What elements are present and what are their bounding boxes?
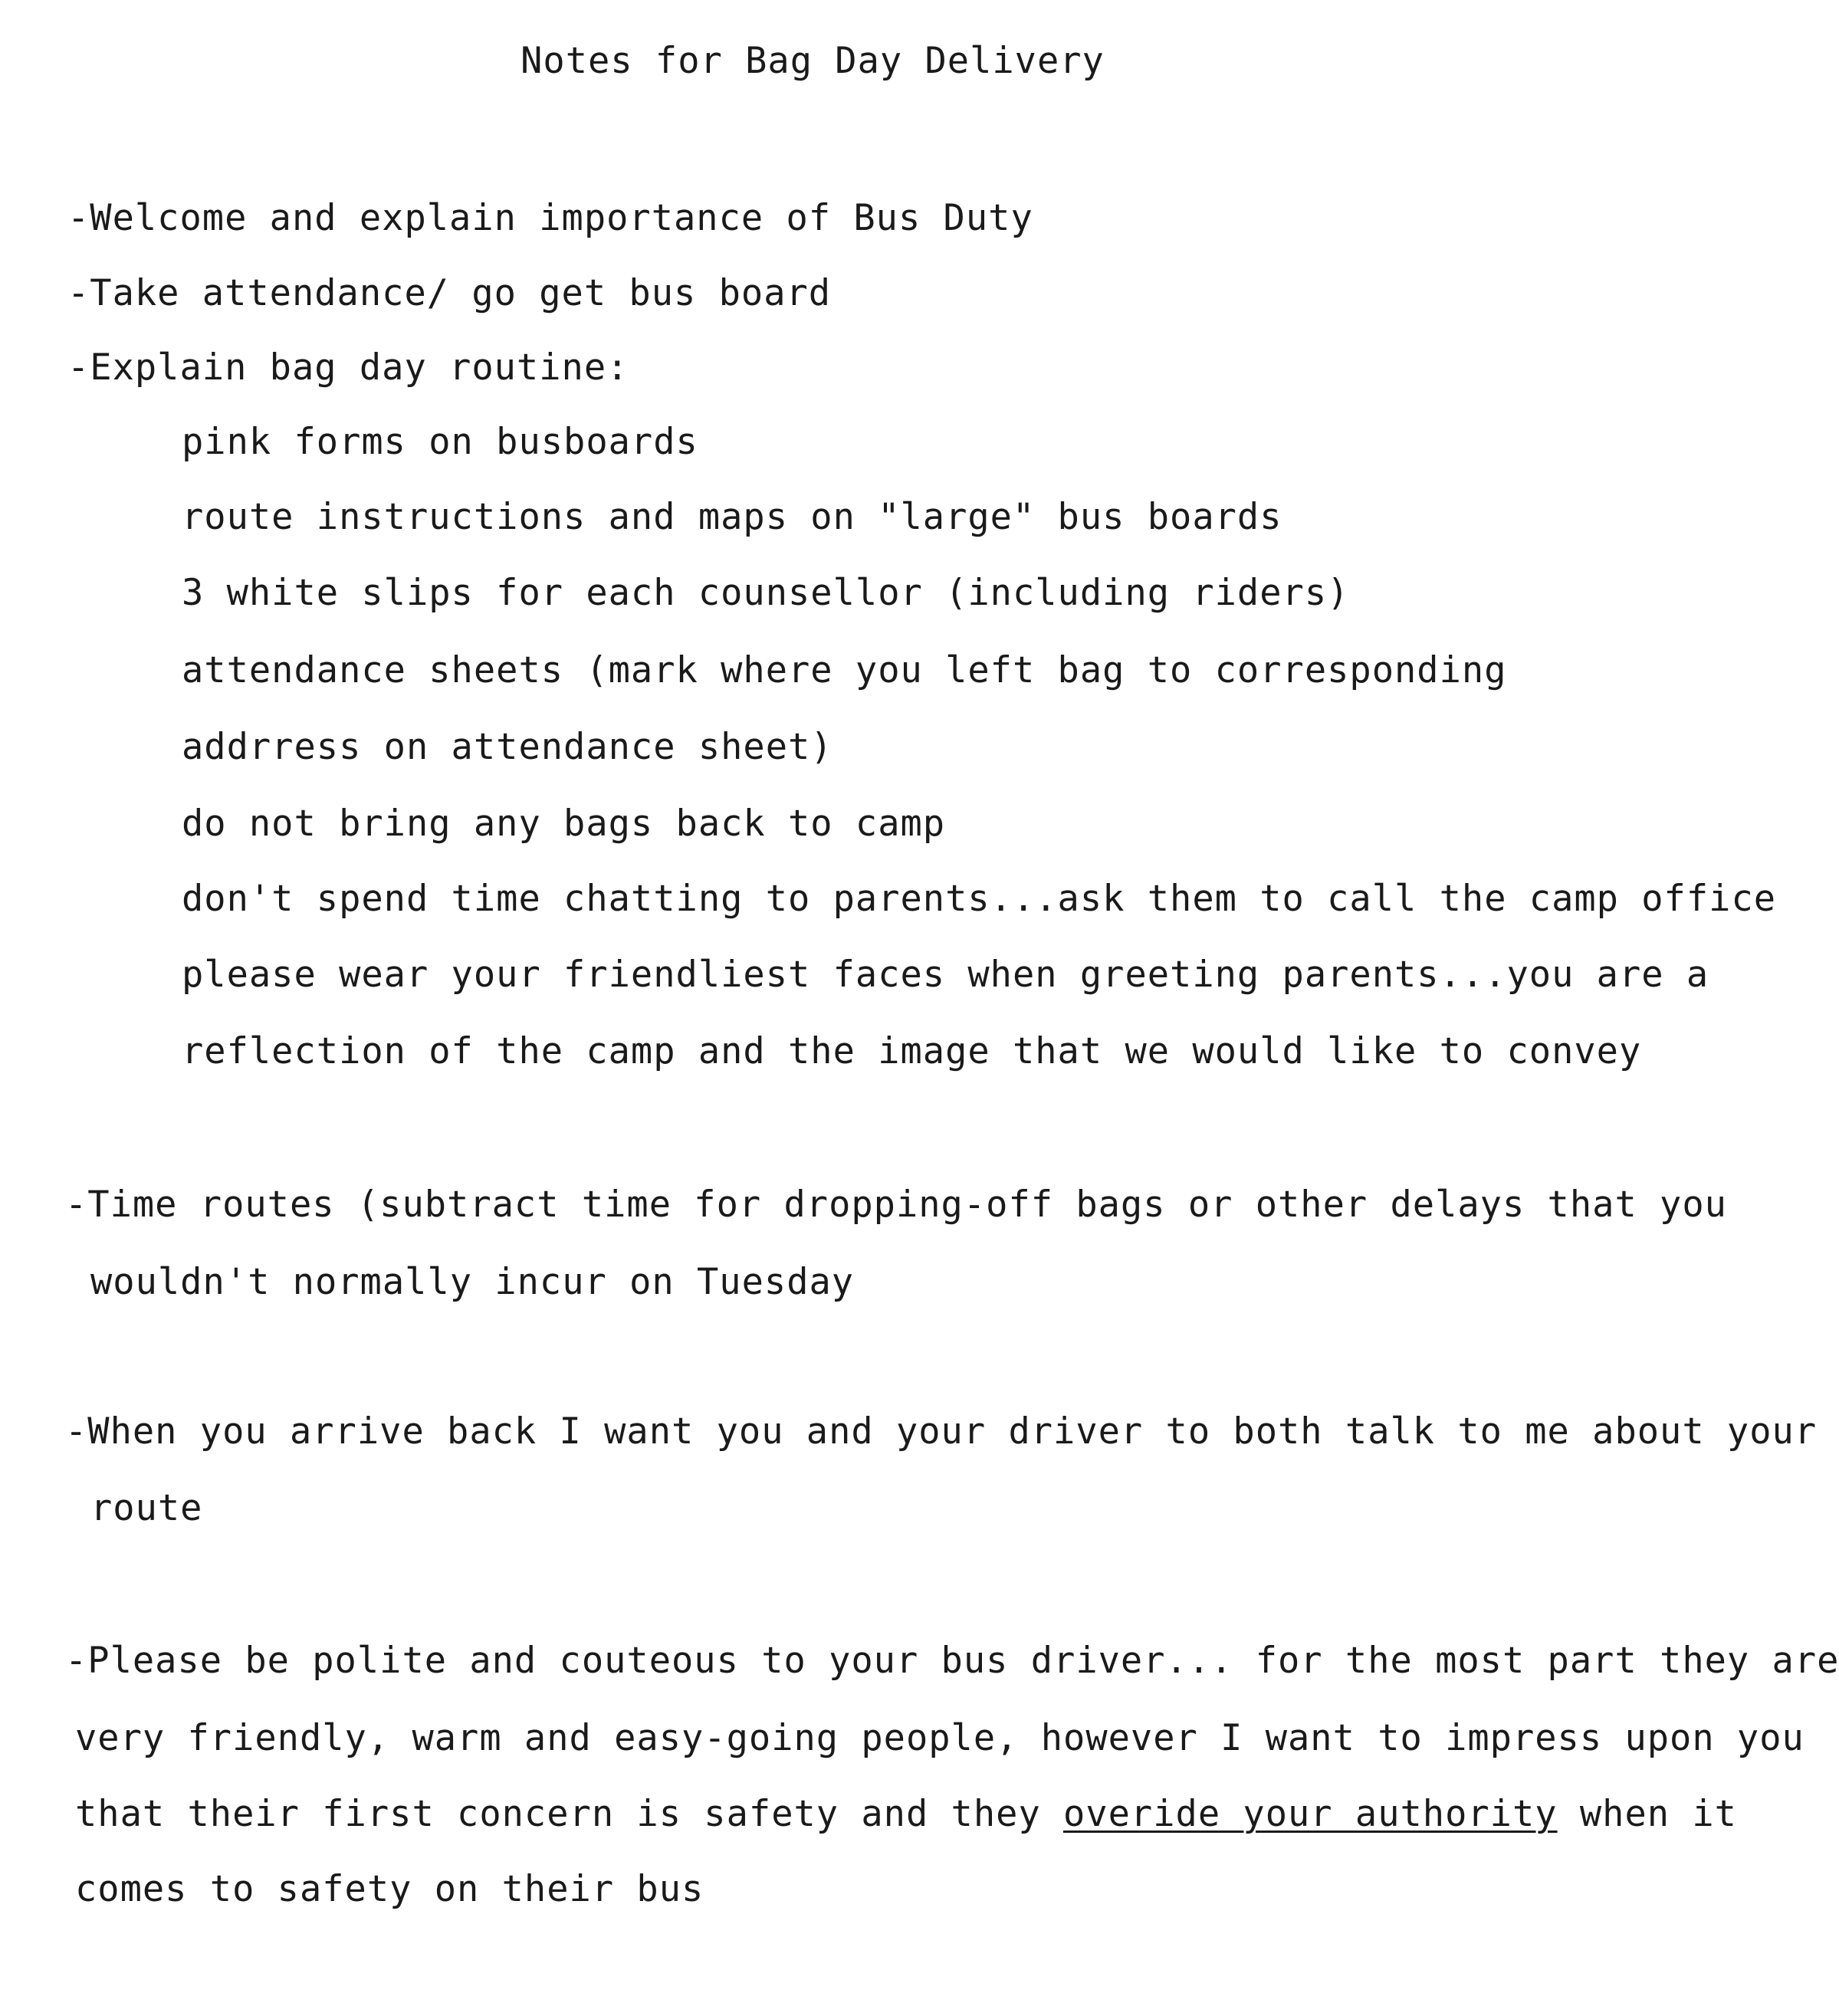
note-arrive-back-continued: route: [90, 1487, 203, 1529]
routine-item: do not bring any bags back to camp: [182, 803, 946, 845]
polite-text-before: that their first concern is safety and they: [75, 1793, 1064, 1835]
routine-item: addrress on attendance sheet): [182, 726, 833, 768]
note-routine-heading: -Explain bag day routine:: [67, 346, 629, 389]
note-polite-continued: very friendly, warm and easy-going people, however I want to impress upon you: [75, 1717, 1805, 1759]
routine-item: don't spend time chatting to parents...ask them to call the camp office: [182, 878, 1777, 920]
note-time-routes-continued: wouldn't normally incur on Tuesday: [90, 1261, 855, 1303]
document-title: Notes for Bag Day Delivery: [521, 40, 1105, 82]
note-time-routes: -Time routes (subtract time for dropping-off bags or other delays that you: [65, 1184, 1727, 1226]
note-welcome: -Welcome and explain importance of Bus Duty: [67, 197, 1033, 239]
routine-item: pink forms on busboards: [182, 421, 698, 463]
note-arrive-back: -When you arrive back I want you and your driver to both talk to me about your: [65, 1410, 1818, 1453]
routine-item: please wear your friendliest faces when greeting parents...you are a: [182, 954, 1709, 996]
note-polite: -Please be polite and couteous to your bus driver... for the most part they are: [65, 1640, 1839, 1682]
routine-item: route instructions and maps on "large" bus boards: [182, 496, 1282, 538]
underlined-phrase: overide your authority: [1063, 1793, 1558, 1835]
routine-item: 3 white slips for each counsellor (including riders): [182, 572, 1350, 614]
routine-item: reflection of the camp and the image that we would like to convey: [182, 1030, 1642, 1072]
polite-text-after: when it: [1557, 1793, 1737, 1835]
note-polite-continued-4: comes to safety on their bus: [75, 1868, 704, 1910]
note-attendance: -Take attendance/ go get bus board: [67, 272, 832, 314]
note-polite-continued-3: [75, 1791, 1737, 1837]
routine-item: attendance sheets (mark where you left bag to corresponding: [182, 649, 1507, 691]
